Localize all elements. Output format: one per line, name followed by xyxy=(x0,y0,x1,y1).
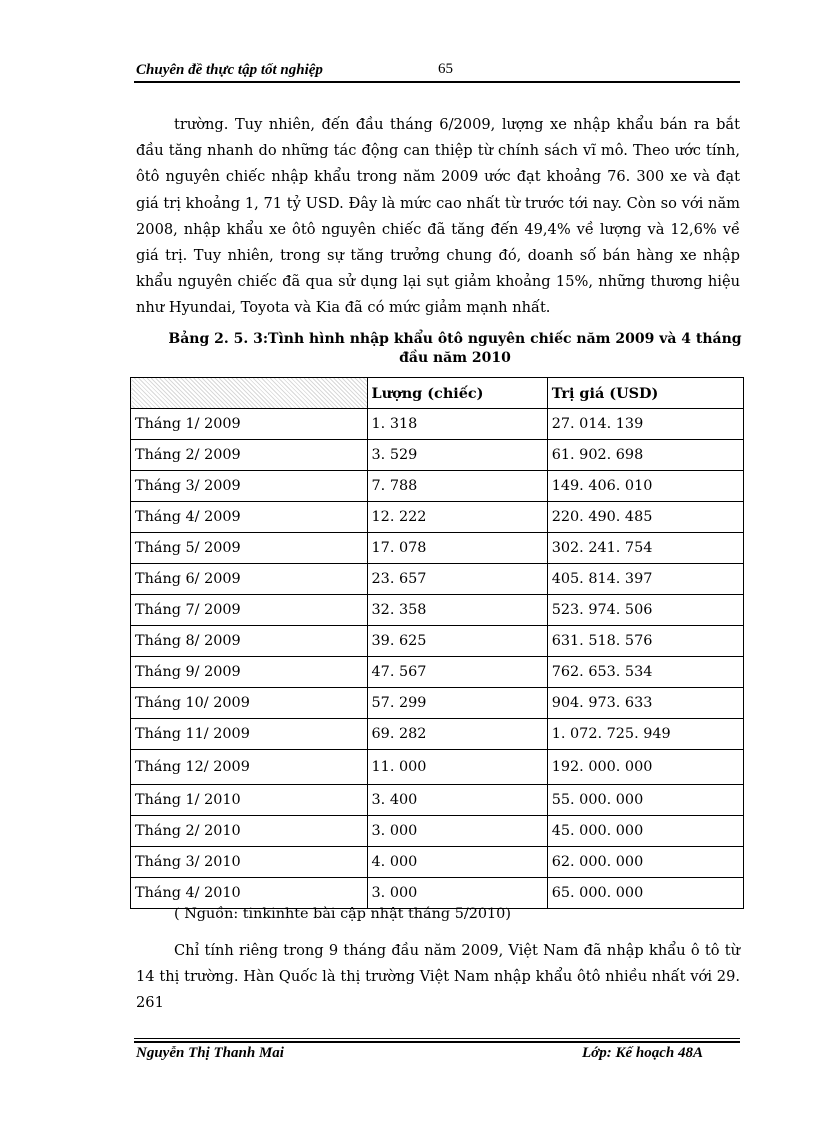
quantity-cell: 3. 400 xyxy=(367,785,547,816)
footer-divider-thin xyxy=(134,1038,740,1039)
value-cell: 904. 973. 633 xyxy=(547,688,743,719)
paragraph-text: Chỉ tính riêng trong 9 tháng đầu năm 2009, Việt Nam đã nhập khẩu ô tô từ 14 thị trường. Hàn Quốc là thị trường Việt Nam nhập khẩu ôtô nhiều nhất với 29. 261 xyxy=(136,942,740,1012)
value-cell: 55. 000. 000 xyxy=(547,785,743,816)
body-paragraph-1 xyxy=(136,112,740,322)
value-cell: 192. 000. 000 xyxy=(547,750,743,785)
value-cell: 762. 653. 534 xyxy=(547,657,743,688)
quantity-cell: 23. 657 xyxy=(367,564,547,595)
quantity-cell: 7. 788 xyxy=(367,471,547,502)
month-cell: Tháng 1/ 2010 xyxy=(131,785,368,816)
footer-class: Lớp: Kế hoạch 48A xyxy=(582,1045,703,1061)
body-paragraph-2 xyxy=(136,938,740,1017)
month-cell: Tháng 4/ 2010 xyxy=(131,878,368,909)
value-cell: 405. 814. 397 xyxy=(547,564,743,595)
header-title: Chuyên đề thực tập tốt nghiệp xyxy=(136,62,323,78)
footer-divider-thick xyxy=(134,1041,740,1043)
quantity-cell: 3. 000 xyxy=(367,878,547,909)
table-row xyxy=(131,471,744,502)
table-row xyxy=(131,750,744,785)
value-cell: 523. 974. 506 xyxy=(547,595,743,626)
table-row xyxy=(131,626,744,657)
table-row xyxy=(131,409,744,440)
quantity-cell: 4. 000 xyxy=(367,847,547,878)
quantity-cell: 17. 078 xyxy=(367,533,547,564)
month-cell: Tháng 5/ 2009 xyxy=(131,533,368,564)
quantity-cell: 69. 282 xyxy=(367,719,547,750)
value-cell: 65. 000. 000 xyxy=(547,878,743,909)
month-cell: Tháng 12/ 2009 xyxy=(131,750,368,785)
import-data-table xyxy=(130,377,744,909)
quantity-cell: 12. 222 xyxy=(367,502,547,533)
month-cell: Tháng 10/ 2009 xyxy=(131,688,368,719)
value-cell: 302. 241. 754 xyxy=(547,533,743,564)
table-body xyxy=(131,409,744,909)
value-cell: 62. 000. 000 xyxy=(547,847,743,878)
quantity-cell: 57. 299 xyxy=(367,688,547,719)
month-cell: Tháng 6/ 2009 xyxy=(131,564,368,595)
quantity-cell: 3. 000 xyxy=(367,816,547,847)
value-cell: 45. 000. 000 xyxy=(547,816,743,847)
table-header-row xyxy=(131,378,744,409)
month-cell: Tháng 7/ 2009 xyxy=(131,595,368,626)
quantity-cell: 32. 358 xyxy=(367,595,547,626)
table-row xyxy=(131,502,744,533)
value-cell: 220. 490. 485 xyxy=(547,502,743,533)
value-cell: 27. 014. 139 xyxy=(547,409,743,440)
month-cell: Tháng 11/ 2009 xyxy=(131,719,368,750)
table-row xyxy=(131,816,744,847)
quantity-cell: 1. 318 xyxy=(367,409,547,440)
table-row xyxy=(131,847,744,878)
table-row xyxy=(131,564,744,595)
month-cell: Tháng 4/ 2009 xyxy=(131,502,368,533)
month-cell: Tháng 2/ 2010 xyxy=(131,816,368,847)
table-row xyxy=(131,440,744,471)
header-cell-value: Trị giá (USD) xyxy=(547,378,743,409)
table-source: ( Nguồn: tinkinhte bài cập nhật tháng 5/2010) xyxy=(174,906,511,922)
month-cell: Tháng 8/ 2009 xyxy=(131,626,368,657)
paragraph-text: trường. Tuy nhiên, đến đầu tháng 6/2009, lượng xe nhập khẩu bán ra bắt đầu tăng nhanh do những tác động can thiệp từ chính sách vĩ mô. Theo ước tính, ôtô nguyên chiếc nhập khẩu trong năm 2009 ước đạt khoảng 76. 300 xe và đạt giá trị khoảng 1, 71 tỷ USD. Đây là mức cao nhất từ trước tới nay. Còn so với năm 2008, nhập khẩu xe ôtô nguyên chiếc đã tăng đến 49,4% về lượng và 12,6% về giá trị. Tuy nhiên, trong sự tăng trưởng chung đó, doanh số bán hàng xe nhập khẩu nguyên chiếc đã qua sử dụng lại sụt giảm khoảng 15%, những thương hiệu như Hyundai, Toyota và Kia đã có mức giảm mạnh nhất. xyxy=(136,116,740,317)
value-cell: 61. 902. 698 xyxy=(547,440,743,471)
table-row xyxy=(131,657,744,688)
month-cell: Tháng 3/ 2009 xyxy=(131,471,368,502)
page-header xyxy=(134,58,740,82)
table-row xyxy=(131,878,744,909)
table-row xyxy=(131,595,744,626)
footer-author: Nguyễn Thị Thanh Mai xyxy=(136,1045,284,1061)
table-row xyxy=(131,785,744,816)
header-cell-empty xyxy=(131,378,368,409)
month-cell: Tháng 2/ 2009 xyxy=(131,440,368,471)
value-cell: 149. 406. 010 xyxy=(547,471,743,502)
month-cell: Tháng 1/ 2009 xyxy=(131,409,368,440)
header-divider xyxy=(134,81,740,83)
page-number: 65 xyxy=(438,61,453,77)
value-cell: 1. 072. 725. 949 xyxy=(547,719,743,750)
header-cell-quantity: Lượng (chiếc) xyxy=(367,378,547,409)
table-row xyxy=(131,533,744,564)
month-cell: Tháng 9/ 2009 xyxy=(131,657,368,688)
quantity-cell: 39. 625 xyxy=(367,626,547,657)
quantity-cell: 47. 567 xyxy=(367,657,547,688)
table-caption: Bảng 2. 5. 3:Tình hình nhập khẩu ôtô nguyên chiếc năm 2009 và 4 tháng đầu năm 2010 xyxy=(168,331,742,366)
month-cell: Tháng 3/ 2010 xyxy=(131,847,368,878)
quantity-cell: 11. 000 xyxy=(367,750,547,785)
table-row xyxy=(131,719,744,750)
value-cell: 631. 518. 576 xyxy=(547,626,743,657)
quantity-cell: 3. 529 xyxy=(367,440,547,471)
table-row xyxy=(131,688,744,719)
